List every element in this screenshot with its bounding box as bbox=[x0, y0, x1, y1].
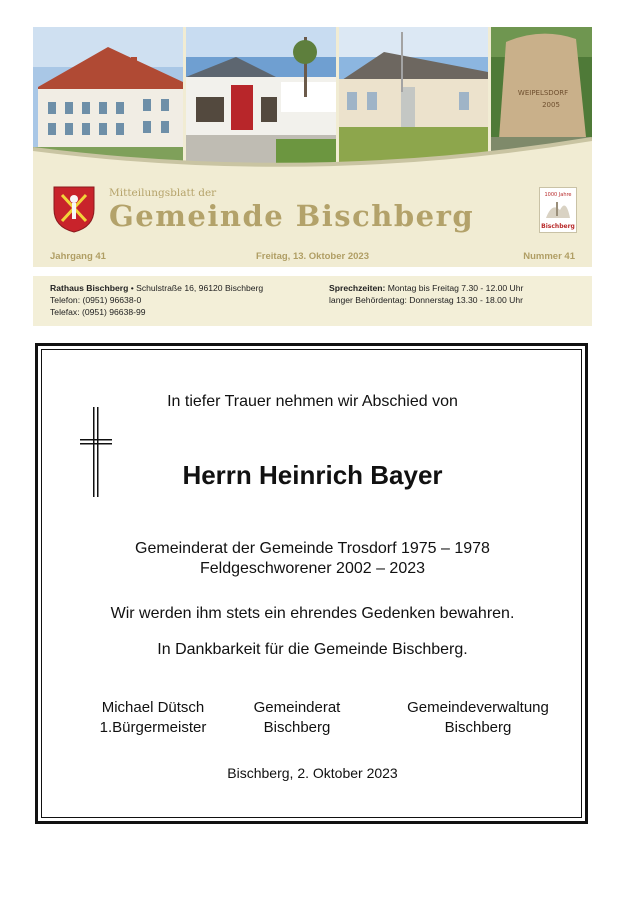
office-hours-line-1 bbox=[329, 283, 523, 293]
signature-administration bbox=[378, 698, 578, 738]
town-hall-address bbox=[50, 283, 263, 293]
stone-inscription-2: 2005 bbox=[542, 101, 560, 109]
memory-statement: Wir werden ihm stets ein ehrendes Gedenken bewahren. bbox=[110, 605, 515, 622]
town-hall-label: Rathaus Bischberg bbox=[50, 283, 129, 293]
signature-council bbox=[197, 698, 397, 738]
issue-number: Nummer 41 bbox=[523, 251, 575, 262]
badge-name: Bischberg bbox=[541, 223, 575, 230]
newsletter-header bbox=[33, 27, 592, 267]
phone-number: Telefon: (0951) 96638-0 bbox=[50, 295, 142, 305]
stone-inscription-1: WEIPELSDORF bbox=[517, 89, 569, 97]
obituary-frame-inner bbox=[41, 349, 582, 818]
signature-administration-place: Bischberg bbox=[444, 719, 512, 736]
signature-council-place: Bischberg bbox=[263, 719, 331, 736]
issue-date: Freitag, 13. Oktober 2023 bbox=[256, 251, 369, 262]
newsletter-subtitle: Mitteilungsblatt der bbox=[109, 187, 217, 199]
deceased-name: Herrn Heinrich Bayer bbox=[182, 460, 443, 490]
role-council: Gemeinderat der Gemeinde Trosdorf 1975 – 1978 bbox=[135, 540, 490, 557]
role-field-juror: Feldgeschworener 2002 – 2023 bbox=[199, 560, 426, 577]
office-hours-line-2: langer Behördentag: Donnerstag 13.30 - 18.00 Uhr bbox=[329, 295, 523, 305]
fax-number: Telefax: (0951) 96638-99 bbox=[50, 307, 146, 317]
office-hours-label: Sprechzeiten: bbox=[329, 283, 386, 293]
volume-label: Jahrgang 41 bbox=[50, 251, 106, 262]
signature-mayor-title: 1.Bürgermeister bbox=[99, 719, 207, 736]
signature-administration-name: Gemeindeverwaltung bbox=[407, 699, 549, 716]
signature-mayor-name: Michael Dütsch bbox=[101, 699, 205, 716]
newsletter-title: Gemeinde Bischberg bbox=[109, 199, 475, 233]
address-text: • Schulstraße 16, 96120 Bischberg bbox=[128, 283, 264, 293]
coat-of-arms-icon bbox=[52, 185, 96, 233]
signature-council-name: Gemeinderat bbox=[253, 699, 341, 716]
obituary-intro: In tiefer Trauer nehmen wir Abschied von bbox=[167, 393, 458, 410]
contact-strip bbox=[33, 276, 592, 326]
anniversary-badge bbox=[539, 187, 577, 233]
badge-year: 1000 Jahre bbox=[544, 192, 572, 198]
place-and-date: Bischberg, 2. Oktober 2023 bbox=[227, 765, 398, 781]
office-hours-weekday: Montag bis Freitag 7.30 - 12.00 Uhr bbox=[385, 283, 524, 293]
header-wave bbox=[33, 127, 592, 187]
thanks-statement: In Dankbarkeit für die Gemeinde Bischberg. bbox=[157, 641, 468, 658]
